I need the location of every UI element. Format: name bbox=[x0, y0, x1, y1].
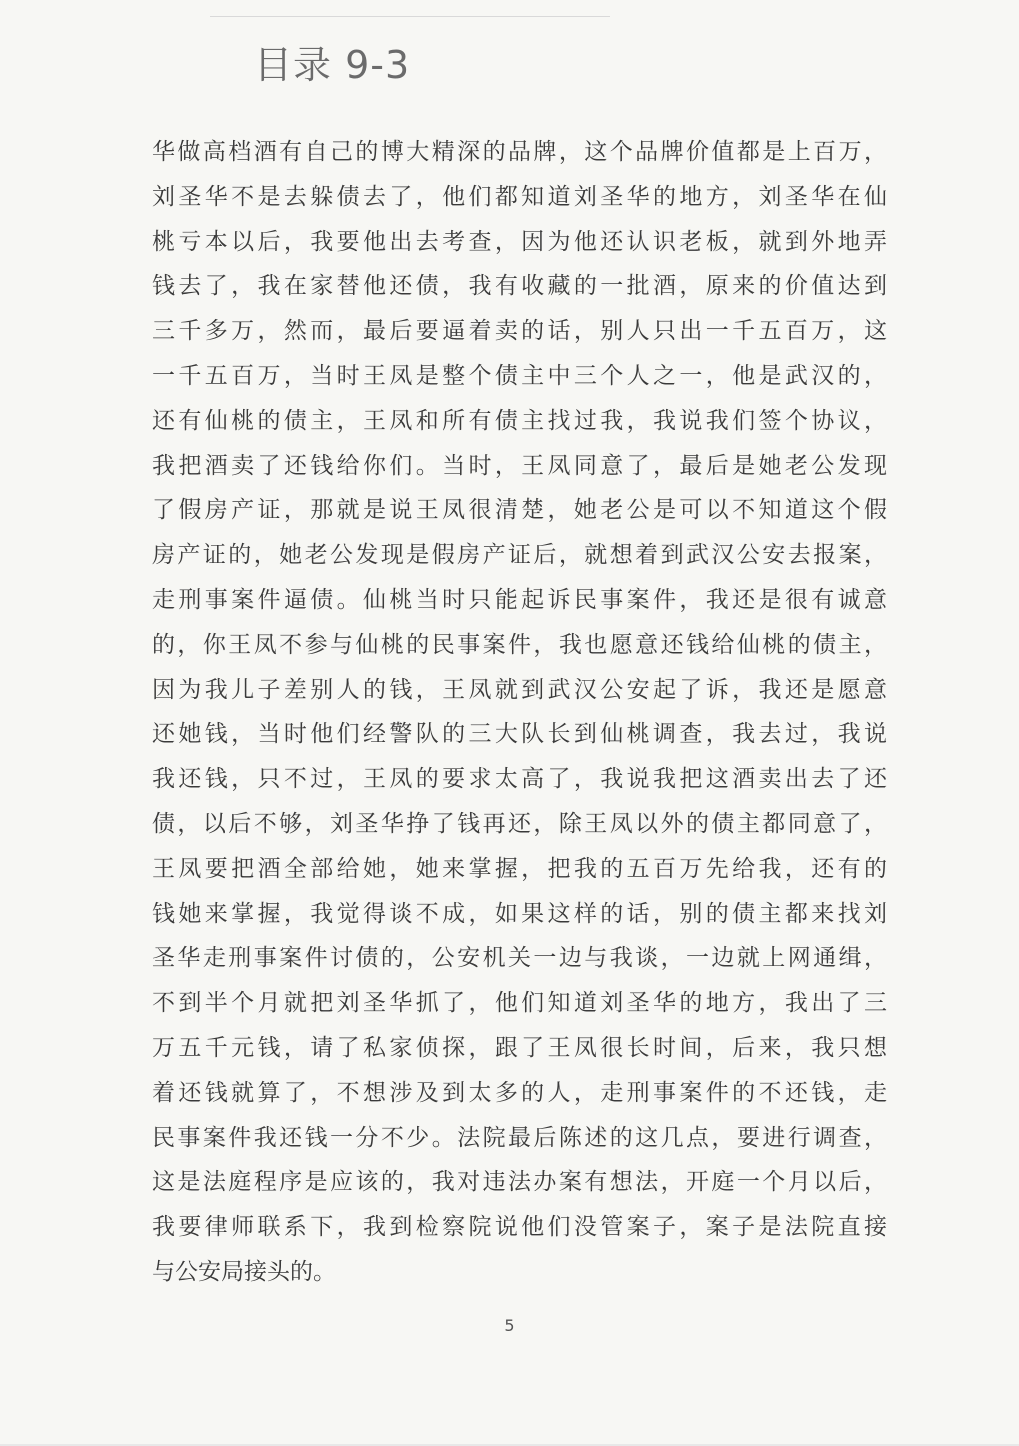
page-number: 5 bbox=[504, 1316, 515, 1335]
text-line: 万五千元钱，请了私家侦探，跟了王凤很长时间，后来，我只想 bbox=[152, 1034, 887, 1061]
text-line: 钱她来掌握，我觉得谈不成，如果这样的话，别的债主都来找刘 bbox=[152, 900, 887, 927]
text-line: 刘圣华不是去躲债去了，他们都知道刘圣华的地方，刘圣华在仙 bbox=[152, 183, 887, 210]
text-line: 因为我儿子差别人的钱，王凤就到武汉公安起了诉，我还是愿意 bbox=[152, 676, 887, 703]
text-line: 圣华走刑事案件讨债的，公安机关一边与我谈，一边就上网通缉， bbox=[152, 945, 887, 972]
text-line: 我要律师联系下，我到检察院说他们没管案子，案子是法院直接 bbox=[152, 1214, 887, 1241]
text-line: 了假房产证，那就是说王凤很清楚，她老公是可以不知道这个假 bbox=[152, 497, 887, 524]
body-text bbox=[152, 130, 887, 1295]
text-line: 这是法庭程序是应该的，我对违法办案有想法，开庭一个月以后， bbox=[152, 1169, 887, 1196]
text-line: 华做高档酒有自己的博大精深的品牌，这个品牌价值都是上百万， bbox=[152, 139, 887, 165]
text-line: 我把酒卖了还钱给你们。当时，王凤同意了，最后是她老公发现 bbox=[152, 452, 887, 479]
text-line: 民事案件我还钱一分不少。法院最后陈述的这几点，要进行调查， bbox=[152, 1124, 887, 1151]
text-line: 不到半个月就把刘圣华抓了，他们知道刘圣华的地方，我出了三 bbox=[152, 990, 887, 1017]
text-line: 走刑事案件逼债。仙桃当时只能起诉民事案件，我还是很有诚意 bbox=[152, 586, 887, 613]
text-line: 的，你王凤不参与仙桃的民事案件，我也愿意还钱给仙桃的债主， bbox=[152, 631, 887, 658]
text-line: 王凤要把酒全部给她，她来掌握，把我的五百万先给我，还有的 bbox=[152, 855, 887, 882]
text-line: 与公安局接头的。 bbox=[152, 1258, 336, 1285]
text-line: 一千五百万，当时王凤是整个债主中三个人之一，他是武汉的， bbox=[152, 362, 887, 389]
text-line: 债，以后不够，刘圣华挣了钱再还，除王凤以外的债主都同意了， bbox=[152, 810, 887, 837]
text-line: 着还钱就算了，不想涉及到太多的人，走刑事案件的不还钱，走 bbox=[152, 1079, 887, 1106]
text-line: 钱去了，我在家替他还债，我有收藏的一批酒，原来的价值达到 bbox=[152, 273, 887, 300]
text-line: 三千多万，然而，最后要逼着卖的话，别人只出一千五百万，这 bbox=[152, 318, 887, 345]
text-line: 还有仙桃的债主，王凤和所有债主找过我，我说我们签个协议， bbox=[152, 407, 887, 434]
text-line: 还她钱，当时他们经警队的三大队长到仙桃调查，我去过，我说 bbox=[152, 721, 887, 748]
page-title: 目录 9-3 bbox=[254, 43, 411, 87]
scan-edge-top bbox=[210, 16, 610, 17]
text-line: 我还钱，只不过，王凤的要求太高了，我说我把这酒卖出去了还 bbox=[152, 766, 887, 793]
text-line: 桃亏本以后，我要他出去考查，因为他还认识老板，就到外地弄 bbox=[152, 228, 887, 255]
text-line: 房产证的，她老公发现是假房产证后，就想着到武汉公安去报案， bbox=[152, 542, 887, 569]
